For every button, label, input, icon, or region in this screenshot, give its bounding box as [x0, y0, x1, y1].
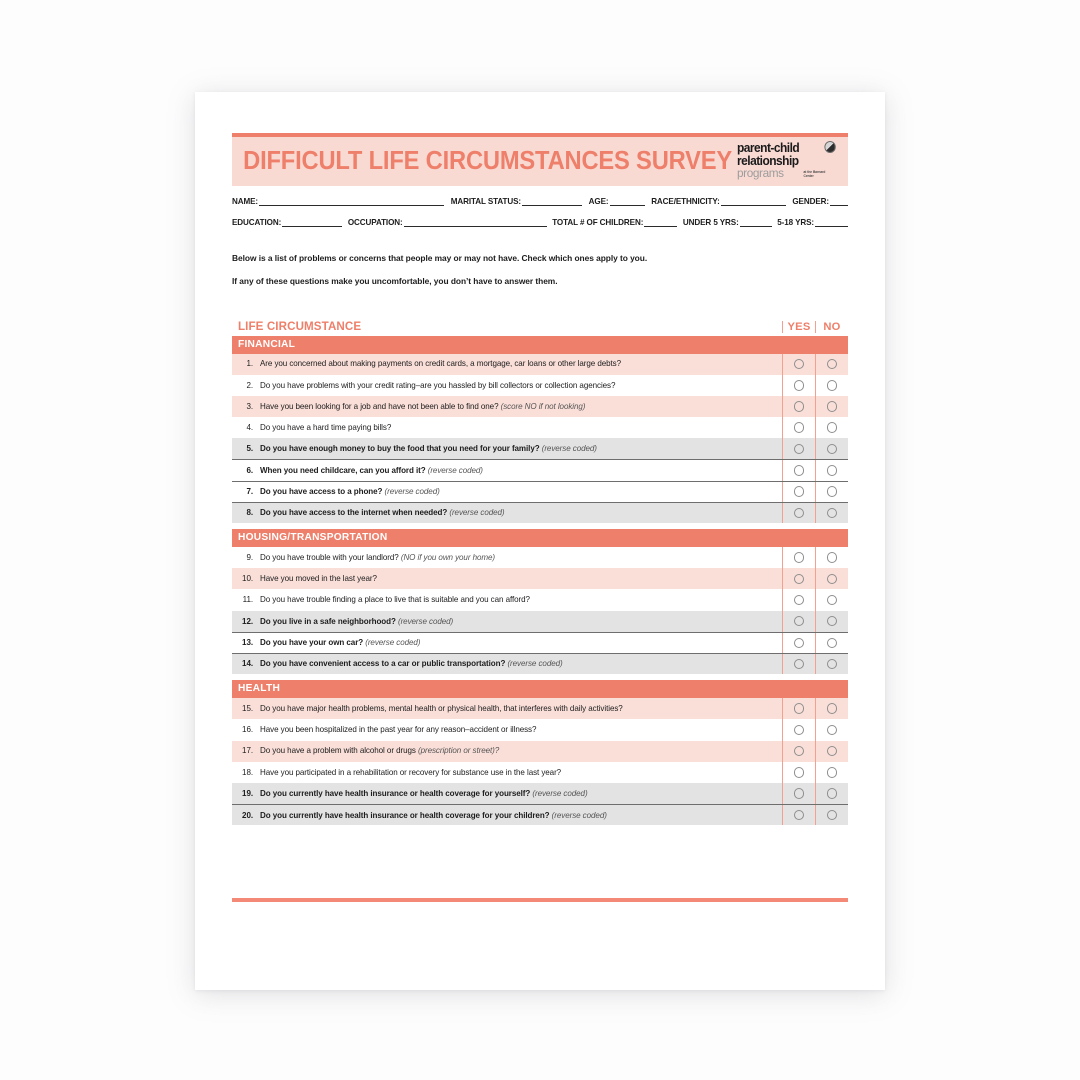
answer-cell-yes[interactable]: [782, 698, 815, 719]
table-row: [232, 502, 848, 523]
table-row: [232, 568, 848, 589]
radio-no[interactable]: [827, 659, 838, 670]
question-number: 4.: [246, 423, 253, 433]
radio-yes[interactable]: [794, 703, 805, 714]
radio-no[interactable]: [827, 401, 838, 412]
form-field-marital-status[interactable]: [451, 197, 582, 206]
question-body: [260, 444, 776, 453]
question-label: Do you have a hard time paying bills?: [260, 423, 392, 433]
answer-cell-no[interactable]: [815, 741, 848, 762]
question-number: 14.: [242, 659, 253, 669]
form-field-total-of-children[interactable]: [552, 218, 677, 227]
page-content: [232, 133, 848, 902]
answer-cell-yes[interactable]: [782, 762, 815, 783]
question-label: Do you have your own car?: [260, 638, 364, 648]
answer-cell-no[interactable]: [815, 611, 848, 632]
table-row: [232, 354, 848, 375]
question-text: [232, 503, 782, 523]
radio-yes[interactable]: [794, 659, 805, 670]
question-body: [260, 466, 776, 475]
title-banner: [232, 133, 848, 186]
radio-yes[interactable]: [794, 595, 805, 606]
answer-cell-no[interactable]: [815, 460, 848, 480]
question-text: [232, 633, 782, 653]
answer-cell-no[interactable]: [815, 805, 848, 825]
form-field-race-ethnicity[interactable]: [651, 197, 786, 206]
question-number: 6.: [246, 465, 253, 475]
question-note: (reverse coded): [505, 659, 563, 669]
instructions-block: [232, 253, 848, 286]
radio-yes[interactable]: [794, 788, 805, 799]
table-row: [232, 438, 848, 459]
answer-cell-no[interactable]: [815, 375, 848, 396]
table-row: [232, 589, 848, 610]
answer-cell-yes[interactable]: [782, 396, 815, 417]
respondent-info-fields: [232, 197, 848, 227]
question-label: Do you have trouble with your landlord?: [260, 552, 399, 562]
question-body: [260, 508, 776, 517]
radio-yes[interactable]: [794, 465, 805, 476]
radio-yes[interactable]: [794, 486, 805, 497]
section-header-financial: FINANCIAL: [232, 336, 848, 354]
question-text: [232, 568, 782, 589]
table-row: [232, 459, 848, 480]
form-field-label: RACE/ETHNICITY:: [651, 197, 720, 206]
table-row: [232, 396, 848, 417]
answer-cell-no[interactable]: [815, 654, 848, 674]
column-header-circumstance: LIFE CIRCUMSTANCE: [238, 319, 362, 333]
question-text: [232, 482, 782, 502]
radio-no[interactable]: [827, 486, 838, 497]
answer-cell-no[interactable]: [815, 547, 848, 568]
form-field-blank[interactable]: [282, 218, 342, 227]
question-label: Have you been hospitalized in the past year for any reason–accident or illness?: [260, 725, 537, 735]
question-label: Do you have enough money to buy the food that you need for your family?: [260, 444, 540, 454]
question-note: (NO if you own your home): [398, 552, 495, 562]
question-text: [232, 417, 782, 438]
radio-yes[interactable]: [794, 422, 805, 433]
circle-swirl-icon: [824, 141, 835, 153]
table-row: [232, 719, 848, 740]
question-text: [232, 762, 782, 783]
question-note: (reverse coded): [395, 616, 454, 626]
form-field-5-18-yrs[interactable]: [777, 218, 848, 227]
question-note: (reverse coded): [425, 465, 483, 475]
radio-no[interactable]: [827, 359, 838, 370]
question-number: 18.: [242, 767, 253, 777]
radio-no[interactable]: [827, 725, 838, 736]
form-field-blank[interactable]: [644, 218, 677, 227]
question-label: Are you concerned about making payments on credit cards, a mortgage, car loans or other large debts?: [260, 359, 622, 369]
question-text: [232, 589, 782, 610]
radio-no[interactable]: [827, 574, 838, 585]
table-row: [232, 547, 848, 568]
table-row: [232, 481, 848, 502]
question-label: Do you currently have health insurance or health coverage for your children?: [260, 810, 550, 820]
radio-yes[interactable]: [794, 401, 805, 412]
answer-cell-yes[interactable]: [782, 611, 815, 632]
radio-yes[interactable]: [794, 638, 805, 649]
question-note: (reverse coded): [447, 508, 505, 518]
radio-no[interactable]: [827, 767, 838, 778]
question-text: [232, 354, 782, 375]
form-field-blank[interactable]: [740, 218, 772, 227]
question-body: [260, 423, 776, 432]
form-field-gender[interactable]: [792, 197, 848, 206]
answer-cell-yes[interactable]: [782, 482, 815, 502]
table-row: [232, 804, 848, 825]
table-row: [232, 632, 848, 653]
question-number: 3.: [246, 401, 253, 411]
question-text: [232, 375, 782, 396]
question-number: 5.: [246, 444, 253, 454]
question-number: 13.: [242, 638, 253, 648]
form-field-blank[interactable]: [404, 218, 547, 227]
radio-yes[interactable]: [794, 574, 805, 585]
question-body: [260, 574, 776, 583]
table-row: [232, 783, 848, 804]
question-note: (reverse coded): [539, 444, 597, 454]
survey-table: [232, 310, 848, 826]
question-label: Have you moved in the last year?: [260, 574, 377, 584]
answer-cell-yes[interactable]: [782, 460, 815, 480]
answer-cell-yes[interactable]: [782, 589, 815, 610]
question-text: [232, 438, 782, 459]
form-field-blank[interactable]: [522, 197, 582, 206]
section-header-health: HEALTH: [232, 680, 848, 698]
form-field-label: UNDER 5 YRS:: [682, 217, 739, 227]
radio-no[interactable]: [827, 380, 838, 391]
radio-yes[interactable]: [794, 380, 805, 391]
radio-yes[interactable]: [794, 444, 805, 455]
question-body: [260, 487, 776, 496]
question-number: 2.: [246, 380, 253, 390]
answer-cell-no[interactable]: [815, 783, 848, 804]
question-text: [232, 783, 782, 804]
logo-subtext: at the Barnard Center: [803, 170, 826, 179]
question-body: [260, 746, 776, 755]
question-number: 1.: [246, 359, 253, 369]
question-label: When you need childcare, can you afford it?: [260, 465, 426, 475]
answer-cell-no[interactable]: [815, 354, 848, 375]
radio-yes[interactable]: [794, 725, 805, 736]
table-column-headers: [232, 310, 848, 336]
question-note: (score NO if not looking): [498, 401, 586, 411]
answer-cell-no[interactable]: [815, 633, 848, 653]
answer-cell-yes[interactable]: [782, 503, 815, 523]
form-field-label: GENDER:: [792, 197, 829, 206]
form-field-blank[interactable]: [815, 218, 848, 227]
answer-cell-no[interactable]: [815, 503, 848, 523]
question-label: Do you have access to a phone?: [260, 487, 383, 497]
form-field-blank[interactable]: [610, 197, 645, 206]
question-label: Do you have problems with your credit rating–are you hassled by bill collectors or collection agencies?: [260, 380, 616, 390]
question-body: [260, 381, 776, 390]
answer-cell-yes[interactable]: [782, 741, 815, 762]
radio-no[interactable]: [827, 746, 838, 757]
question-label: Do you have trouble finding a place to live that is suitable and you can afford?: [260, 595, 530, 605]
question-number: 20.: [242, 810, 253, 820]
question-body: [260, 811, 776, 820]
question-text: [232, 396, 782, 417]
page-title: DIFFICULT LIFE CIRCUMSTANCES SURVEY: [243, 147, 733, 175]
answer-cell-no[interactable]: [815, 482, 848, 502]
question-number: 9.: [246, 552, 253, 562]
radio-no[interactable]: [827, 616, 838, 627]
question-body: [260, 768, 776, 777]
question-label: Have you been looking for a job and have not been able to find one?: [260, 401, 499, 411]
question-number: 19.: [242, 788, 253, 798]
radio-yes[interactable]: [794, 810, 805, 821]
radio-no[interactable]: [827, 444, 838, 455]
answer-cell-yes[interactable]: [782, 783, 815, 804]
question-number: 16.: [242, 725, 253, 735]
question-body: [260, 595, 776, 604]
table-row: [232, 375, 848, 396]
radio-yes[interactable]: [794, 359, 805, 370]
question-text: [232, 698, 782, 719]
radio-yes[interactable]: [794, 767, 805, 778]
form-field-name[interactable]: [232, 197, 444, 206]
radio-no[interactable]: [827, 703, 838, 714]
question-number: 15.: [242, 704, 253, 714]
answer-cell-yes[interactable]: [782, 568, 815, 589]
question-body: [260, 789, 776, 798]
form-field-label: NAME:: [232, 197, 259, 206]
form-field-label: TOTAL # OF CHILDREN:: [552, 217, 644, 227]
answer-cell-no[interactable]: [815, 719, 848, 740]
table-row: [232, 698, 848, 719]
table-row: [232, 762, 848, 783]
question-text: [232, 654, 782, 674]
question-body: [260, 638, 776, 647]
form-field-education[interactable]: [232, 218, 342, 227]
question-note: (reverse coded): [530, 788, 588, 798]
question-label: Do you live in a safe neighborhood?: [260, 616, 396, 626]
form-field-occupation[interactable]: [348, 218, 547, 227]
logo-line-3: [737, 167, 836, 179]
form-field-age[interactable]: [589, 197, 645, 206]
question-note: (reverse coded): [363, 638, 421, 648]
radio-yes[interactable]: [794, 616, 805, 627]
question-note: (prescription or street)?: [415, 746, 500, 756]
radio-no[interactable]: [827, 552, 838, 563]
section-header-housing-transportation: HOUSING/TRANSPORTATION: [232, 529, 848, 547]
question-label: Do you currently have health insurance or health coverage for yourself?: [260, 788, 531, 798]
question-number: 8.: [246, 508, 253, 518]
question-number: 11.: [242, 595, 253, 605]
organization-logo: [737, 142, 841, 180]
question-text: [232, 611, 782, 632]
question-body: [260, 659, 776, 668]
form-field-blank[interactable]: [259, 197, 444, 206]
question-text: [232, 547, 782, 568]
answer-cell-yes[interactable]: [782, 354, 815, 375]
answer-cell-no[interactable]: [815, 589, 848, 610]
radio-yes[interactable]: [794, 508, 805, 519]
logo-line-2: relationship: [737, 153, 799, 168]
question-body: [260, 725, 776, 734]
table-row: [232, 741, 848, 762]
form-field-under-5-yrs[interactable]: [683, 218, 772, 227]
column-header-no: NO: [815, 321, 848, 333]
answer-cell-yes[interactable]: [782, 375, 815, 396]
question-text: [232, 805, 782, 825]
radio-no[interactable]: [827, 788, 838, 799]
form-field-label: AGE:: [588, 197, 609, 206]
table-row: [232, 653, 848, 674]
radio-no[interactable]: [827, 638, 838, 649]
survey-page: [195, 92, 885, 990]
question-number: 12.: [242, 616, 253, 626]
form-row-demographics-1: [232, 197, 848, 206]
answer-cell-no[interactable]: [815, 438, 848, 459]
question-number: 7.: [246, 487, 253, 497]
question-label: Do you have a problem with alcohol or drugs: [260, 746, 416, 756]
table-row: [232, 417, 848, 438]
answer-cell-no[interactable]: [815, 698, 848, 719]
form-field-blank[interactable]: [721, 197, 786, 206]
question-text: [232, 460, 782, 480]
question-note: (reverse coded): [549, 810, 607, 820]
form-field-label: 5-18 YRS:: [777, 217, 815, 227]
radio-no[interactable]: [827, 810, 838, 821]
radio-no[interactable]: [827, 465, 838, 476]
answer-cell-yes[interactable]: [782, 719, 815, 740]
question-text: [232, 719, 782, 740]
answer-cell-yes[interactable]: [782, 633, 815, 653]
answer-cell-no[interactable]: [815, 396, 848, 417]
question-body: [260, 359, 776, 368]
question-body: [260, 704, 776, 713]
answer-cell-yes[interactable]: [782, 417, 815, 438]
question-label: Do you have convenient access to a car or public transportation?: [260, 659, 506, 669]
column-header-yes: YES: [782, 321, 815, 333]
form-field-label: OCCUPATION:: [347, 217, 403, 227]
answer-cell-yes[interactable]: [782, 438, 815, 459]
radio-yes[interactable]: [794, 552, 805, 563]
footer-rule: [232, 898, 848, 902]
radio-yes[interactable]: [794, 746, 805, 757]
question-number: 10.: [242, 574, 253, 584]
question-note: (reverse coded): [382, 487, 440, 497]
instruction-line-2: If any of these questions make you uncomfortable, you don’t have to answer them.: [232, 275, 558, 286]
answer-cell-yes[interactable]: [782, 654, 815, 674]
logo-line-1-text: parent-child: [737, 141, 800, 155]
question-body: [260, 553, 776, 562]
logo-line-3-text: programs: [737, 166, 784, 181]
question-text: [232, 741, 782, 762]
radio-no[interactable]: [827, 595, 838, 606]
form-row-demographics-2: [232, 218, 848, 227]
answer-cell-no[interactable]: [815, 417, 848, 438]
answer-cell-yes[interactable]: [782, 547, 815, 568]
survey-sections: [232, 336, 848, 826]
question-body: [260, 617, 776, 626]
radio-no[interactable]: [827, 508, 838, 519]
radio-no[interactable]: [827, 422, 838, 433]
form-field-label: MARITAL STATUS:: [450, 197, 521, 206]
question-body: [260, 402, 776, 411]
question-label: Do you have access to the internet when needed?: [260, 508, 448, 518]
form-field-blank[interactable]: [830, 197, 848, 206]
instruction-line-1: Below is a list of problems or concerns that people may or may not have. Check which ones apply to you.: [232, 252, 648, 263]
question-label: Do you have major health problems, mental health or physical health, that interferes with daily activities?: [260, 704, 623, 714]
question-label: Have you participated in a rehabilitation or recovery for substance use in the last year?: [260, 767, 562, 777]
table-row: [232, 611, 848, 632]
question-number: 17.: [242, 746, 253, 756]
answer-cell-yes[interactable]: [782, 805, 815, 825]
answer-cell-no[interactable]: [815, 568, 848, 589]
form-field-label: EDUCATION:: [232, 217, 282, 227]
answer-cell-no[interactable]: [815, 762, 848, 783]
